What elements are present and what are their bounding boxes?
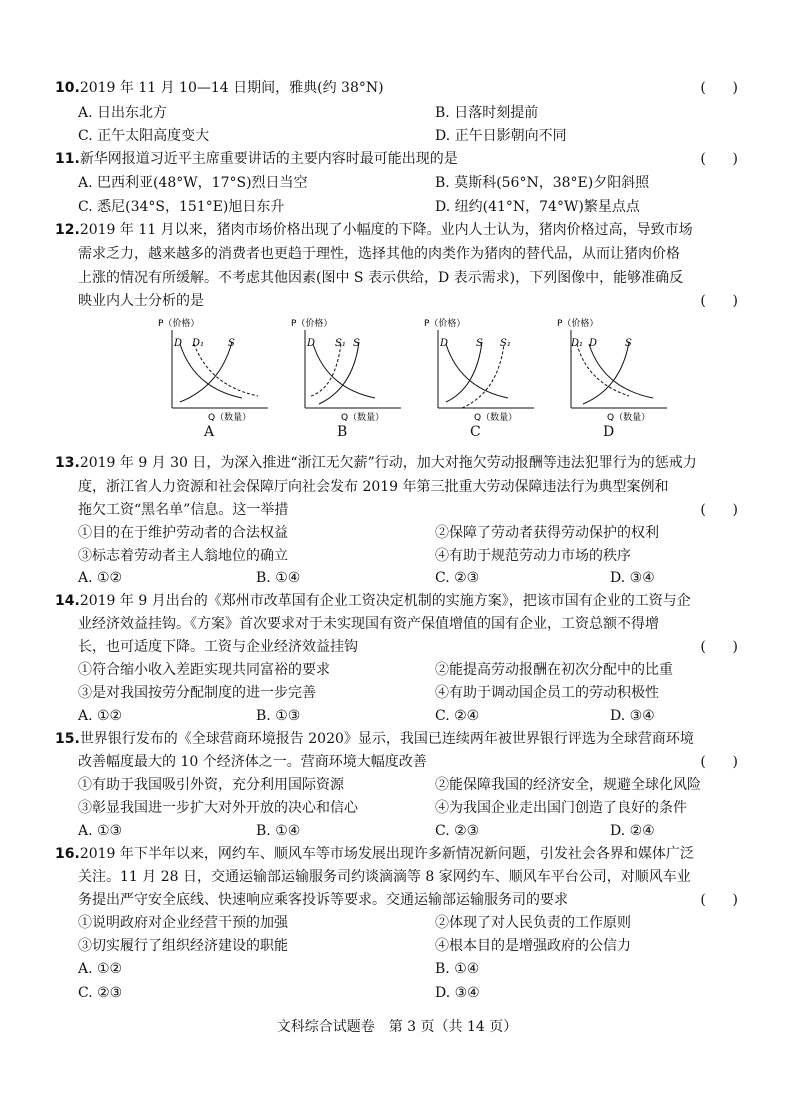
option-d: D. ②④ [610, 823, 655, 839]
question-number: 14. [55, 593, 80, 609]
option-c: C. ②③ [78, 985, 123, 1001]
option-c: C. 悉尼(34°S，151°E)旭日东升 [78, 199, 285, 215]
curve-label: D [589, 338, 598, 349]
question-text: 2019 年 9 月 30 日，为深入推进“浙江无欠薪”行动，加大对拖欠劳动报酬等违法犯罪行为的惩戒力 [79, 455, 697, 471]
graph-b [283, 316, 407, 441]
question-text: 世界银行发布的《全球营商环境报告 2020》显示，我国已连续两年被世界银行评选为全球营商环境 [79, 731, 694, 747]
question-16-stem [55, 844, 694, 864]
graph-caption: C [470, 424, 481, 440]
question-text: 2019 年 11 月 10—14 日期间，雅典(约 38°N) [79, 80, 384, 96]
statement-4: ④有助于调动国企员工的劳动积极性 [435, 685, 659, 701]
option-b: B. ①④ [256, 570, 301, 586]
question-text: 需求乏力，越来越多的消费者也更趋于理性，选择其他的肉类作为猪肉的替代品，从而让猪肉价格 [78, 246, 680, 262]
curve-label: S [625, 338, 632, 349]
option-d: D. 纽约(41°N，74°W)繁星点点 [435, 199, 640, 215]
demand-curve [446, 344, 508, 398]
answer-paren: ( ) [700, 151, 738, 167]
p-axis-label: P（价格） [291, 319, 333, 329]
option-c: C. ②④ [435, 708, 480, 724]
question-text: 务提出严守安全底线、快速响应乘客投诉等要求。交通运输部运输服务司的要求 [78, 892, 568, 908]
answer-paren: ( ) [700, 502, 738, 518]
p-axis-label: P（价格） [424, 319, 466, 329]
supply-curve [446, 342, 482, 402]
curve-label: D [440, 338, 449, 349]
statement-2: ②能保障我国的经济安全，规避全球化风险 [435, 777, 701, 793]
graph-caption: B [337, 424, 348, 440]
question-14-stem [55, 591, 691, 611]
question-text: 上涨的情况有所缓解。不考虑其他因素(图中 S 表示供给，D 表示需求)，下列图像中，能够准确反 [78, 270, 684, 286]
question-text: 业经济效益挂钩。《方案》首次要求对于未实现国有资产保值增值的国有企业，工资总额不得增 [78, 616, 659, 632]
curve-label: D₁ [571, 338, 584, 349]
option-a: A. 巴西利亚(48°W，17°S)烈日当空 [78, 175, 308, 191]
option-a: A. ①② [78, 961, 123, 977]
question-text: 映业内人士分析的是 [78, 293, 204, 309]
question-13-stem [55, 453, 697, 473]
q-axis-label: Q（数量） [607, 413, 651, 423]
question-15-stem [55, 729, 694, 749]
graph-c [416, 316, 540, 441]
answer-paren: ( ) [700, 80, 738, 96]
curve-label: S [353, 338, 360, 349]
option-b: B. 日落时刻提前 [435, 105, 539, 121]
option-c: C. 正午太阳高度变大 [78, 128, 210, 144]
answer-paren: ( ) [700, 639, 738, 655]
demand-curve [589, 344, 653, 398]
graph-d [549, 316, 673, 441]
question-text: 2019 年 9 月出台的《郑州市改革国有企业工资决定机制的实施方案》，把该市国有企业的工资与企 [79, 593, 691, 609]
supply-curve [319, 342, 359, 404]
curve-label: D₁ [192, 338, 205, 349]
question-number: 12. [55, 222, 80, 238]
statement-3: ③是对我国按劳分配制度的进一步完善 [78, 685, 316, 701]
q-axis-label: Q（数量） [208, 413, 252, 423]
statement-4: ④根本目的是增强政府的公信力 [435, 938, 631, 954]
curve-label: D [174, 338, 183, 349]
option-a: A. ①③ [78, 823, 123, 839]
question-text: 拖欠工资“黑名单”信息。这一举措 [78, 502, 289, 518]
statement-1: ①目的在于维护劳动者的合法权益 [78, 525, 288, 541]
statement-1: ①有助于我国吸引外资，充分利用国际资源 [78, 777, 344, 793]
question-10-stem [55, 78, 384, 98]
question-11-stem [55, 149, 458, 169]
question-text: 2019 年下半年以来，网约车、顺风车等市场发展出现许多新情况新问题，引发社会各界和媒体广泛 [79, 846, 694, 862]
question-number: 16. [55, 846, 80, 862]
p-axis-label: P（价格） [557, 319, 599, 329]
question-number: 10. [55, 80, 80, 96]
p-axis-label: P（价格） [158, 319, 200, 329]
supply-curve [583, 342, 629, 404]
graph-a [150, 316, 274, 441]
graph-caption: A [204, 424, 215, 440]
curve-label: S₁ [500, 338, 511, 349]
question-12-stem [55, 220, 693, 240]
question-text: 关注。11 月 28 日，交通运输部运输服务司约谈滴滴等 8 家网约车、顺风车平台公司，对顺风车业 [78, 869, 691, 885]
q-axis-label: Q（数量） [474, 413, 518, 423]
curve-label: S₁ [335, 338, 346, 349]
option-d: D. 正午日影朝向不同 [435, 128, 567, 144]
question-number: 11. [55, 151, 80, 167]
option-d: D. ③④ [435, 985, 480, 1001]
statement-1: ①符合缩小收入差距实现共同富裕的要求 [78, 662, 330, 678]
option-c: C. ②③ [435, 570, 480, 586]
graph-caption: D [603, 424, 615, 440]
statement-3: ③切实履行了组织经济建设的职能 [78, 938, 288, 954]
question-number: 15. [55, 731, 80, 747]
answer-paren: ( ) [700, 754, 738, 770]
statement-4: ④为我国企业走出国门创造了良好的条件 [435, 800, 687, 816]
option-a: A. ①② [78, 708, 123, 724]
option-c: C. ②③ [435, 823, 480, 839]
statement-3: ③彰显我国进一步扩大对外开放的决心和信心 [78, 800, 358, 816]
curve-label: S [228, 338, 235, 349]
curve-label: D [307, 338, 316, 349]
option-a: A. ①② [78, 570, 123, 586]
option-b: B. ①④ [435, 961, 480, 977]
question-text: 2019 年 11 月以来，猪肉市场价格出现了小幅度的下降。业内人士认为，猪肉价格过高，导致市场 [79, 222, 693, 238]
question-text: 长，也可适度下降。工资与企业经济效益挂钩 [78, 639, 358, 655]
question-text: 改善幅度最大的 10 个经济体之一。营商环境大幅度改善 [78, 754, 427, 770]
question-text: 新华网报道习近平主席重要讲话的主要内容时最可能出现的是 [79, 151, 458, 167]
option-b: B. 莫斯科(56°N，38°E)夕阳斜照 [435, 175, 650, 191]
page-footer: 文科综合试题卷 第 3 页（共 14 页） [276, 1019, 518, 1035]
statement-1: ①说明政府对企业经营干预的加强 [78, 915, 288, 931]
option-b: B. ①④ [256, 823, 301, 839]
option-d: D. ③④ [610, 708, 655, 724]
q-axis-label: Q（数量） [341, 413, 385, 423]
statement-4: ④有助于规范劳动力市场的秩序 [435, 548, 631, 564]
statement-2: ②保障了劳动者获得劳动保护的权利 [435, 525, 659, 541]
shifted-supply-curve [462, 344, 504, 408]
statement-2: ②能提高劳动报酬在初次分配中的比重 [435, 662, 673, 678]
option-a: A. 日出东北方 [78, 105, 168, 121]
statement-3: ③标志着劳动者主人翁地位的确立 [78, 548, 288, 564]
statement-2: ②体现了对人民负责的工作原则 [435, 915, 631, 931]
option-d: D. ③④ [610, 570, 655, 586]
answer-paren: ( ) [700, 892, 738, 908]
answer-paren: ( ) [700, 293, 738, 309]
curve-label: S [476, 338, 483, 349]
question-number: 13. [55, 455, 80, 471]
option-b: B. ①③ [256, 708, 301, 724]
question-text: 度，浙江省人力资源和社会保障厅向社会发布 2019 年第三批重大劳动保障违法行为典型案例和 [78, 479, 669, 495]
